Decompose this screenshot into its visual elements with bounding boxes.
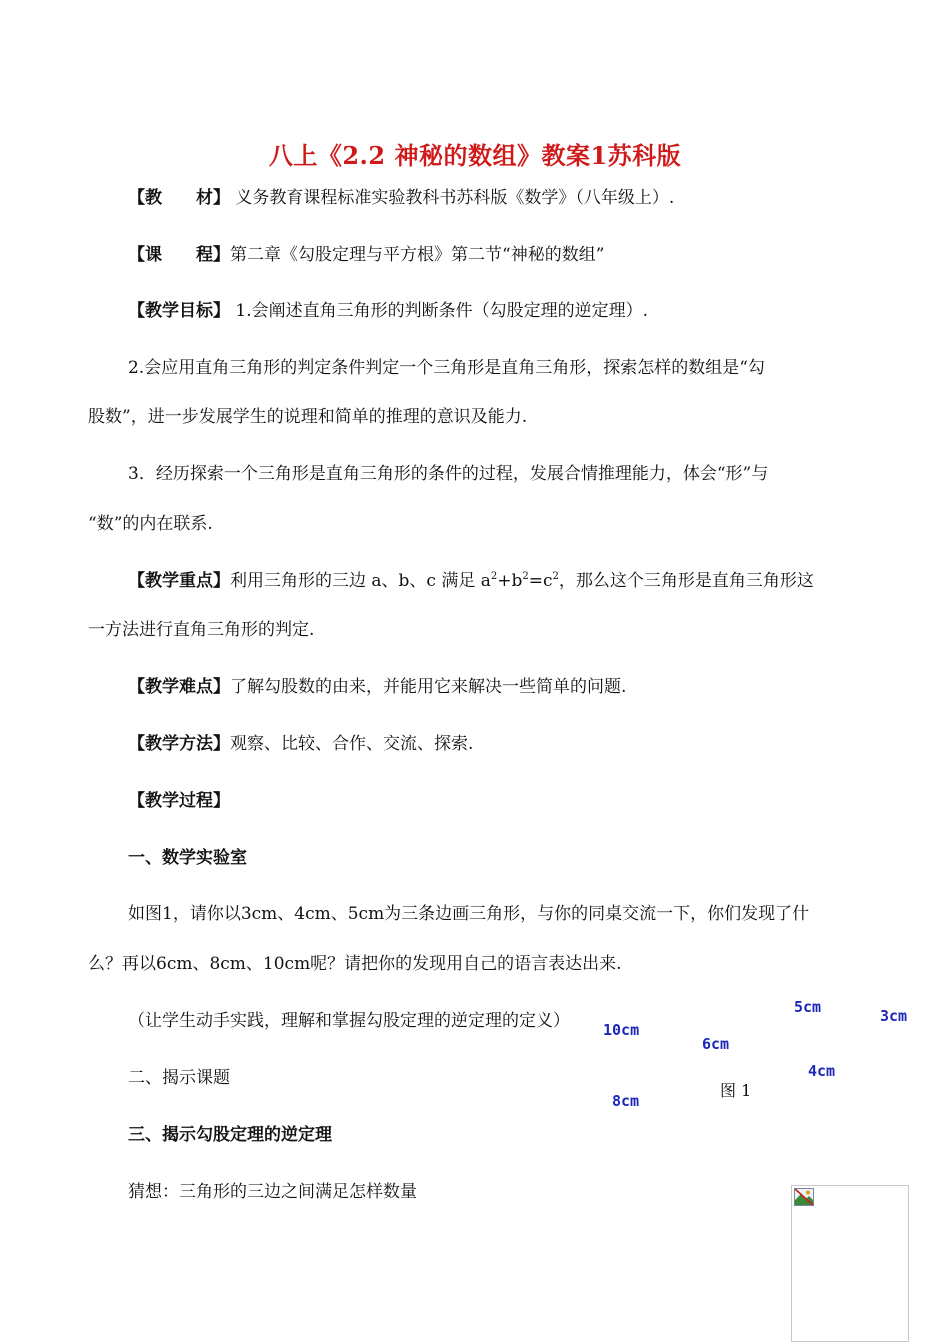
section-1-note: （让学生动手实践，理解和掌握勾股定理的逆定理的定义） <box>128 1011 570 1031</box>
section-2-heading: 二、揭示课题 <box>128 1068 230 1088</box>
figure-label-6cm: 6cm <box>702 1035 730 1053</box>
section-1-para-line-2: 么？再以6cm、8cm、10cm呢？请把你的发现用自己的语言表达出来. <box>88 954 622 974</box>
objective-item-2-line-1: 2.会应用直角三角形的判定条件判定一个三角形是直角三角形，探索怎样的数组是“勾 <box>128 358 765 378</box>
section-1-heading: 一、数学实验室 <box>128 848 247 868</box>
objective-item-2-line-2: 股数”，进一步发展学生的说理和简单的推理的意识及能力. <box>88 407 528 427</box>
figure-label-4cm: 4cm <box>808 1062 836 1080</box>
objectives-line <box>128 299 648 323</box>
method-label: 【教学方法】 <box>128 734 230 754</box>
objectives-label: 【教学目标】 <box>128 301 230 321</box>
image-placeholder <box>791 1185 909 1342</box>
material-line <box>128 186 674 210</box>
difficulty-text: 了解勾股数的由来，并能用它来解决一些简单的问题. <box>230 677 627 697</box>
objective-item-1: 1.会阐述直角三角形的判断条件（勾股定理的逆定理）. <box>235 301 649 321</box>
key-point-line <box>128 569 814 593</box>
document-title: 八上《2.2 神秘的数组》教案1苏科版 <box>268 141 682 170</box>
figure-label-5cm: 5cm <box>794 998 822 1016</box>
key-point-mid-2: =c <box>528 571 553 591</box>
key-point-sup-2: 2 <box>522 571 529 582</box>
difficulty-line <box>128 675 626 699</box>
material-text: 义务教育课程标准实验教科书苏科版《数学》（八年级上）. <box>235 188 675 208</box>
course-text: 第二章《勾股定理与平方根》第二节“神秘的数组” <box>230 245 605 265</box>
key-point-post: ，那么这个三角形是直角三角形这 <box>558 571 814 591</box>
figure-label-10cm: 10cm <box>603 1021 640 1039</box>
difficulty-label: 【教学难点】 <box>128 677 230 697</box>
method-line <box>128 732 473 756</box>
broken-image-icon <box>794 1188 814 1206</box>
key-point-pre: 利用三角形的三边 a、b、c 满足 a <box>230 571 491 591</box>
figure-caption: 图 1 <box>720 1081 752 1100</box>
guess-text: 猜想：三角形的三边之间满足怎样数量 <box>128 1182 417 1202</box>
material-label: 【教 材】 <box>128 188 230 208</box>
process-label: 【教学过程】 <box>128 791 230 811</box>
section-3-heading: 三、揭示勾股定理的逆定理 <box>128 1125 332 1145</box>
objective-item-3-line-2: “数”的内在联系. <box>88 514 213 534</box>
course-label: 【课 程】 <box>128 245 230 265</box>
key-point-sup-1: 2 <box>490 571 498 582</box>
figure-label-3cm: 3cm <box>880 1007 908 1025</box>
key-point-sup-3: 2 <box>552 571 559 582</box>
key-point-mid-1: +b <box>497 571 523 591</box>
method-text: 观察、比较、合作、交流、探索. <box>230 734 474 754</box>
figure-label-8cm: 8cm <box>612 1092 640 1110</box>
objective-item-3-line-1: 3．经历探索一个三角形是直角三角形的条件的过程，发展合情推理能力，体会“形”与 <box>128 464 769 484</box>
key-point-line-2: 一方法进行直角三角形的判定. <box>88 620 315 640</box>
key-point-label: 【教学重点】 <box>128 571 230 591</box>
course-line <box>128 243 604 267</box>
section-1-para-line-1: 如图1，请你以3cm、4cm、5cm为三条边画三角形，与你的同桌交流一下，你们发现了什 <box>128 904 810 924</box>
